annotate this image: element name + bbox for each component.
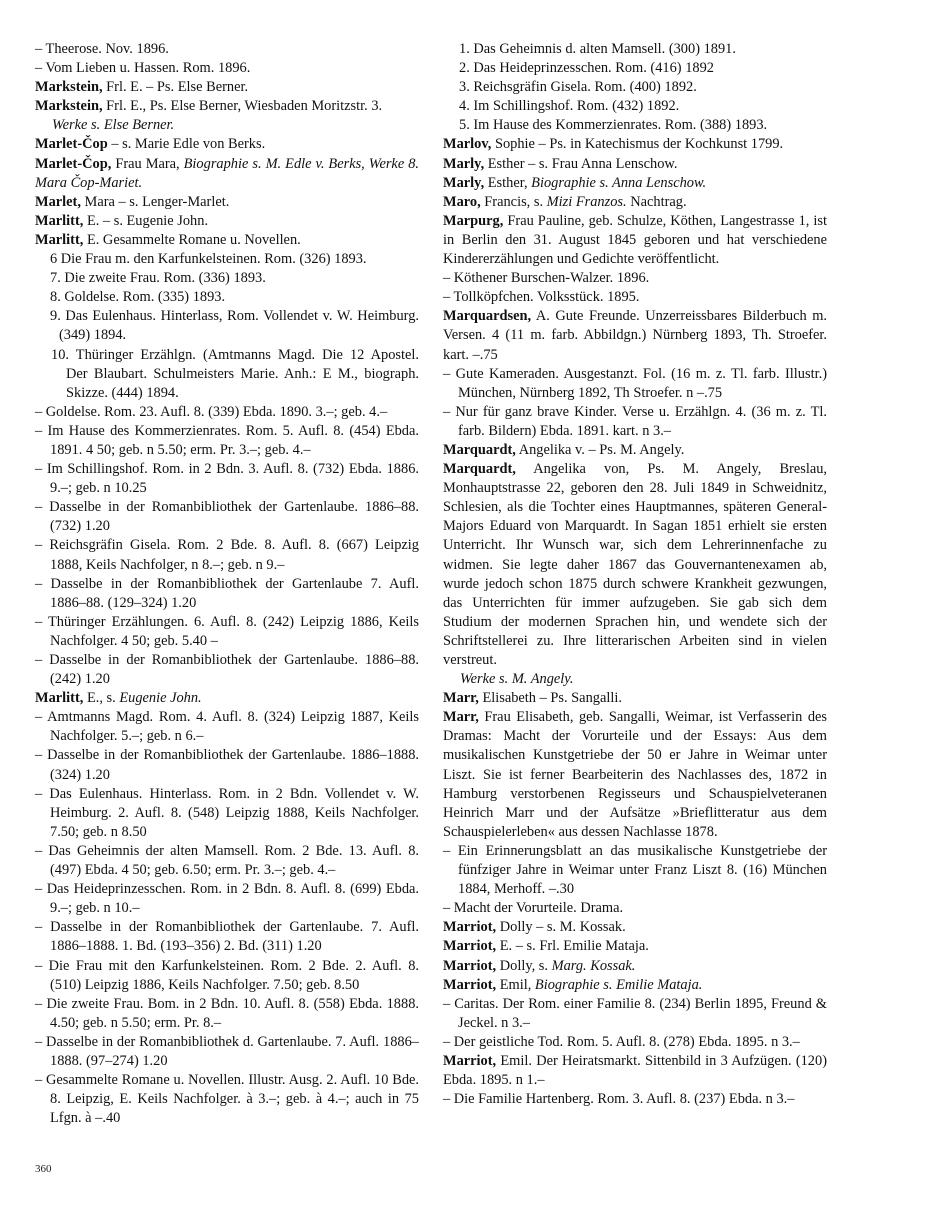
entry-line bbox=[443, 403, 827, 441]
entry-line bbox=[35, 575, 419, 613]
entry-headword: Marpurg, bbox=[443, 212, 504, 229]
entry-headword: Marriot, bbox=[443, 1052, 497, 1069]
entry-text: Dolly, s. bbox=[496, 957, 552, 974]
entry-line bbox=[443, 135, 827, 154]
entry-line bbox=[443, 40, 827, 59]
entry-text: 3. Reichsgräfin Gisela. Rom. (400) 1892. bbox=[459, 79, 697, 96]
entry-line bbox=[443, 708, 827, 842]
entry-text: 5. Im Hause des Kommerzienrates. Rom. (388) 1893. bbox=[459, 117, 768, 134]
entry-text: Elisabeth – Ps. Sangalli. bbox=[478, 690, 622, 707]
entry-text: E. – s. Frl. Emilie Mataja. bbox=[496, 938, 649, 955]
entry-italic: Mizi Franzos. bbox=[546, 193, 627, 210]
entry-line bbox=[443, 842, 827, 899]
entry-text: Dolly – s. M. Kossak. bbox=[496, 919, 626, 936]
entry-headword: Marquardt, bbox=[443, 441, 516, 458]
entry-line bbox=[35, 250, 419, 269]
entry-line bbox=[443, 174, 827, 193]
entry-line bbox=[35, 1033, 419, 1071]
entry-text: Emil. Der Heiratsmarkt. Sittenbild in 3 Aufzügen. (120) Ebda. 1895. n 1.– bbox=[443, 1052, 827, 1089]
entry-text: 2. Das Heideprinzesschen. Rom. (416) 1892 bbox=[459, 60, 714, 77]
entry-text: Mara – s. Lenger-Marlet. bbox=[80, 193, 230, 210]
entry-text: – Das Geheimnis der alten Mamsell. Rom. 2 Bde. 13. Aufl. 8. (497) Ebda. 4 50; geb. 6.50; erm. Pr. 3.–; geb. 4.– bbox=[35, 842, 419, 879]
entry-text: Frau Elisabeth, geb. Sangalli, Weimar, ist Verfasserin des Dramas: Macht der Vorurteile und der Essays: Aus dem musikalischen Kunstgetriebe der 50 er Jahre in Weimar unter Liszt. Sie ist ferner Bearbeiterin des Nachlasses des, 1872 in Hamburg verstorbenen Regisseurs und Schauspielveteranen Heinrich Marr und der Aufsätze »Brieflitteratur aus dem Schauspielerleben« aus dessen Nachlasse 1878. bbox=[443, 709, 827, 840]
entry-headword: Marlov, bbox=[443, 136, 492, 153]
entry-line bbox=[443, 1052, 827, 1090]
entry-line bbox=[443, 937, 827, 956]
entry-headword: Marr, bbox=[443, 709, 479, 726]
entry-italic: Eugenie John. bbox=[119, 690, 202, 707]
entry-text-after: Nachtrag. bbox=[626, 193, 687, 210]
entry-text: – Die Familie Hartenberg. Rom. 3. Aufl. 8. (237) Ebda. n 3.– bbox=[443, 1091, 795, 1108]
entry-line bbox=[443, 212, 827, 269]
entry-headword: Maro, bbox=[443, 193, 481, 210]
entry-text: – Vom Lieben u. Hassen. Rom. 1896. bbox=[35, 60, 251, 77]
entry-text: – Die zweite Frau. Bom. in 2 Bdn. 10. Aufl. 8. (558) Ebda. 1888. 4.50; geb. n 5.50; erm. Pr. 8.– bbox=[35, 995, 419, 1031]
entry-line bbox=[35, 346, 419, 403]
entry-line bbox=[35, 116, 419, 135]
entry-text: Angelika von, Ps. M. Angely, Breslau, Monhauptstrasse 22, geboren den 28. Juli 1849 in Schweidnitz, Schlesien, als die Tochter eines Hauptmannes, späteren General-Majors Eduard von Marquardt. In Sagan 1851 erhielt sie ersten Unterricht. Ihr Wunsch war, sich dem Lehrerinnenfache zu widmen. Sie legte daher 1867 das Gouvernantenexamen ab, wurde jedoch schon 1875 durch schwere Krankheit gezwungen, das Unterrichten für immer aufzugeben. Sie gab sich dem Studium der modernen Sprachen hin, und wendete sich der Schriftstellerei zu. Ihre litterarischen Arbeiten sind in vielen verstreut. bbox=[443, 461, 827, 668]
entry-text: 4. Im Schillingshof. Rom. (432) 1892. bbox=[459, 98, 680, 115]
entry-italic: Biographie s. Anna Lenschow. bbox=[531, 174, 707, 191]
entry-headword: Marriot, bbox=[443, 957, 497, 974]
entry-text: Esther, bbox=[484, 174, 532, 191]
entry-headword: Markstein, bbox=[35, 98, 103, 115]
entry-line bbox=[35, 307, 419, 345]
entry-line bbox=[35, 269, 419, 288]
entry-line bbox=[35, 995, 419, 1033]
right-column bbox=[443, 40, 827, 1109]
entry-line bbox=[443, 365, 827, 403]
entry-headword: Marriot, bbox=[443, 919, 497, 936]
entry-text: – Amtmanns Magd. Rom. 4. Aufl. 8. (324) Leipzig 1887, Keils Nachfolger. 5.–; geb. n 6.– bbox=[35, 709, 419, 745]
page-number: 360 bbox=[35, 1163, 52, 1175]
entry-text: Sophie – Ps. in Katechismus der Kochkunst 1799. bbox=[491, 136, 784, 153]
entry-line bbox=[35, 40, 419, 59]
entry-text: – s. Marie Edle von Berks. bbox=[107, 136, 266, 153]
entry-text: – Goldelse. Rom. 23. Aufl. 8. (339) Ebda. 1890. 3.–; geb. 4.– bbox=[35, 403, 388, 420]
entry-text: A. Gute Freunde. Unzerreissbares Bilderbuch m. Versen. 4 (11 m. farb. Abbildgn.) Nürnberg 1893, Th. Stroefer. kart. –.75 bbox=[443, 308, 827, 363]
entry-text: – Dasselbe in der Romanbibliothek der Gartenlaube. 7. Aufl. 1886–1888. 1. Bd. (193–356) 2. Bd. (311) 1.20 bbox=[35, 919, 419, 955]
entry-line bbox=[35, 689, 419, 708]
entry-text: – Gesammelte Romane u. Novellen. Illustr. Ausg. 2. Aufl. 10 Bde. 8. Leipzig, E. Keils Nachfolger. à 3.–; geb. à 4.–; auch in 75 Lfgn. à –.40 bbox=[35, 1072, 419, 1127]
entry-italic: Biographie s. Emilie Mataja. bbox=[534, 976, 703, 993]
entry-headword: Marlitt, bbox=[35, 212, 84, 229]
entry-headword: Marlitt, bbox=[35, 690, 84, 707]
entry-line bbox=[443, 460, 827, 670]
entry-text: Emil, bbox=[496, 976, 535, 993]
entry-line bbox=[35, 918, 419, 956]
entry-line bbox=[443, 155, 827, 174]
entry-italic: Werke s. M. Angely. bbox=[460, 671, 574, 688]
entry-line bbox=[443, 288, 827, 307]
entry-line bbox=[35, 536, 419, 574]
entry-line bbox=[443, 957, 827, 976]
entry-line bbox=[35, 842, 419, 880]
entry-line bbox=[35, 498, 419, 536]
entry-headword: Marly, bbox=[443, 174, 485, 191]
entry-italic: Marg. Kossak. bbox=[551, 957, 636, 974]
entry-italic: Biographie s. M. Edle v. Berks, Werke 8. Mara Čop-Mariet. bbox=[35, 155, 419, 191]
entry-headword: Marriot, bbox=[443, 976, 497, 993]
entry-text: – Gute Kameraden. Ausgestanzt. Fol. (16 m. z. Tl. farb. Illustr.) München, Nürnberg 1892, Th Stroefer. n –.75 bbox=[443, 365, 827, 401]
entry-text: – Reichsgräfin Gisela. Rom. 2 Bde. 8. Aufl. 8. (667) Leipzig 1888, Keils Nachfolger, n 8.–; geb. n 9.– bbox=[35, 537, 419, 573]
entry-line bbox=[443, 307, 827, 364]
entry-text: 1. Das Geheimnis d. alten Mamsell. (300) 1891. bbox=[459, 41, 736, 57]
entry-text: – Dasselbe in der Romanbibliothek der Gartenlaube 7. Aufl. 1886–88. (129–324) 1.20 bbox=[35, 575, 419, 611]
entry-text: – Der geistliche Tod. Rom. 5. Aufl. 8. (278) Ebda. 1895. n 3.– bbox=[443, 1033, 800, 1050]
entry-line bbox=[443, 97, 827, 116]
entry-line bbox=[35, 155, 419, 193]
entry-line bbox=[443, 918, 827, 937]
entry-line bbox=[35, 880, 419, 918]
entry-text: Francis, s. bbox=[480, 193, 547, 210]
entry-line bbox=[443, 976, 827, 995]
entry-headword: Marly, bbox=[443, 155, 485, 172]
entry-line bbox=[35, 785, 419, 842]
entry-headword: Marquardt, bbox=[443, 461, 516, 478]
entry-line bbox=[35, 708, 419, 746]
entry-headword: Marlitt, bbox=[35, 231, 84, 248]
entry-headword: Marlet, bbox=[35, 193, 81, 210]
entry-line bbox=[443, 269, 827, 288]
entry-line bbox=[443, 1033, 827, 1052]
entry-text: – Ein Erinnerungsblatt an das musikalische Kunstgetriebe der fünfziger Jahre in Weimar unter Franz Liszt 8. (16) München 1884, Merhoff. –.30 bbox=[443, 842, 827, 898]
entry-line bbox=[443, 193, 827, 212]
entry-line bbox=[443, 116, 827, 135]
entry-line bbox=[35, 193, 419, 212]
entry-line bbox=[35, 97, 419, 116]
entry-text: – Nur für ganz brave Kinder. Verse u. Erzählgn. 4. (36 m. z. Tl. farb. Bildern) Ebda. 1891. kart. n 3.– bbox=[443, 403, 827, 439]
entry-line bbox=[35, 212, 419, 231]
entry-line bbox=[443, 441, 827, 460]
entry-text: – Im Hause des Kommerzienrates. Rom. 5. Aufl. 8. (454) Ebda. 1891. 4 50; geb. n 5.50; erm. Pr. 3.–; geb. 4.– bbox=[35, 422, 419, 458]
entry-text: – Dasselbe in der Romanbibliothek der Gartenlaube. 1886–1888. (324) 1.20 bbox=[35, 747, 419, 783]
entry-line bbox=[35, 403, 419, 422]
entry-line bbox=[35, 59, 419, 78]
entry-text: – Köthener Burschen-Walzer. 1896. bbox=[443, 270, 650, 287]
entry-line bbox=[35, 651, 419, 689]
entry-text: – Macht der Vorurteile. Drama. bbox=[443, 900, 624, 917]
entry-headword: Marr, bbox=[443, 690, 479, 707]
entry-line bbox=[443, 78, 827, 97]
entry-text: 10. Thüringer Erzählgn. (Amtmanns Magd. Die 12 Apostel. Der Blaubart. Schulmeisters Marie. Anh.: E M., biograph. Skizze. (444) 1894. bbox=[51, 346, 419, 401]
entry-headword: Markstein, bbox=[35, 79, 103, 96]
entry-line bbox=[443, 670, 827, 689]
entry-line bbox=[35, 135, 419, 154]
entry-text: 7. Die zweite Frau. Rom. (336) 1893. bbox=[50, 270, 266, 287]
left-column bbox=[35, 40, 419, 1128]
entry-text: 8. Goldelse. Rom. (335) 1893. bbox=[50, 289, 226, 306]
entry-text: – Dasselbe in der Romanbibliothek d. Gartenlaube. 7. Aufl. 1886–1888. (97–274) 1.20 bbox=[35, 1033, 419, 1069]
entry-text: E. Gesammelte Romane u. Novellen. bbox=[83, 231, 301, 248]
entry-text: 9. Das Eulenhaus. Hinterlass, Rom. Vollendet v. W. Heimburg. (349) 1894. bbox=[50, 308, 419, 344]
entry-text: Frl. E., Ps. Else Berner, Wiesbaden Moritzstr. 3. bbox=[102, 98, 383, 115]
entry-line bbox=[443, 59, 827, 78]
entry-line bbox=[443, 689, 827, 708]
entry-text: 6 Die Frau m. den Karfunkelsteinen. Rom. (326) 1893. bbox=[50, 251, 367, 268]
entry-headword: Marlet-Čop, bbox=[35, 155, 112, 172]
entry-text: – Dasselbe in der Romanbibliothek der Gartenlaube. 1886–88. (242) 1.20 bbox=[35, 652, 419, 688]
entry-text: – Das Eulenhaus. Hinterlass. Rom. in 2 Bdn. Vollendet v. W. Heimburg. 2. Aufl. 8. (548) Leipzig 1888, Keils Nachfolger. 7.50; geb. n 8.50 bbox=[35, 785, 419, 840]
entry-text: – Caritas. Der Rom. einer Familie 8. (234) Berlin 1895, Freund & Jeckel. n 3.– bbox=[443, 995, 827, 1031]
entry-line bbox=[443, 1090, 827, 1109]
entry-text: – Die Frau mit den Karfunkelsteinen. Rom. 2 Bde. 2. Aufl. 8. (510) Leipzig 1886, Keils Nachfolger. 7.50; geb. 8.50 bbox=[35, 957, 419, 993]
entry-text: – Tollköpfchen. Volksstück. 1895. bbox=[443, 289, 640, 306]
entry-headword: Marlet-Čop bbox=[35, 136, 108, 153]
entry-text: Frl. E. – Ps. Else Berner. bbox=[102, 79, 249, 96]
entry-line bbox=[35, 288, 419, 307]
entry-line bbox=[35, 460, 419, 498]
entry-text: – Theerose. Nov. 1896. bbox=[35, 41, 169, 57]
entry-text: – Thüringer Erzählungen. 6. Aufl. 8. (242) Leipzig 1886, Keils Nachfolger. 4 50; geb. 5.40 – bbox=[35, 613, 419, 649]
entry-text: – Dasselbe in der Romanbibliothek der Gartenlaube. 1886–88. (732) 1.20 bbox=[35, 499, 419, 535]
entry-line bbox=[35, 1071, 419, 1128]
entry-text: Frau Mara, bbox=[111, 155, 184, 172]
entry-line bbox=[35, 422, 419, 460]
entry-text: Frau Pauline, geb. Schulze, Köthen, Langestrasse 1, ist in Berlin den 31. August 1845 geboren und hat verschiedene Kindererzählungen und Gedichte veröffentlicht. bbox=[443, 212, 827, 268]
entry-text: – Im Schillingshof. Rom. in 2 Bdn. 3. Aufl. 8. (732) Ebda. 1886. 9.–; geb. n 10.25 bbox=[35, 461, 419, 497]
entry-line bbox=[35, 78, 419, 97]
entry-line bbox=[443, 899, 827, 918]
entry-text: Esther – s. Frau Anna Lenschow. bbox=[484, 155, 678, 172]
entry-italic: Werke s. Else Berner. bbox=[52, 117, 175, 134]
entry-text: E. – s. Eugenie John. bbox=[83, 212, 209, 229]
entry-headword: Marquardsen, bbox=[443, 308, 532, 325]
entry-line bbox=[35, 613, 419, 651]
entry-text: – Das Heideprinzesschen. Rom. in 2 Bdn. 8. Aufl. 8. (699) Ebda. 9.–; geb. n 10.– bbox=[35, 881, 419, 917]
entry-headword: Marriot, bbox=[443, 938, 497, 955]
entry-line bbox=[35, 746, 419, 784]
entry-text: E., s. bbox=[83, 690, 120, 707]
entry-line bbox=[443, 995, 827, 1033]
entry-line bbox=[35, 957, 419, 995]
entry-line bbox=[35, 231, 419, 250]
entry-text: Angelika v. – Ps. M. Angely. bbox=[515, 441, 685, 458]
